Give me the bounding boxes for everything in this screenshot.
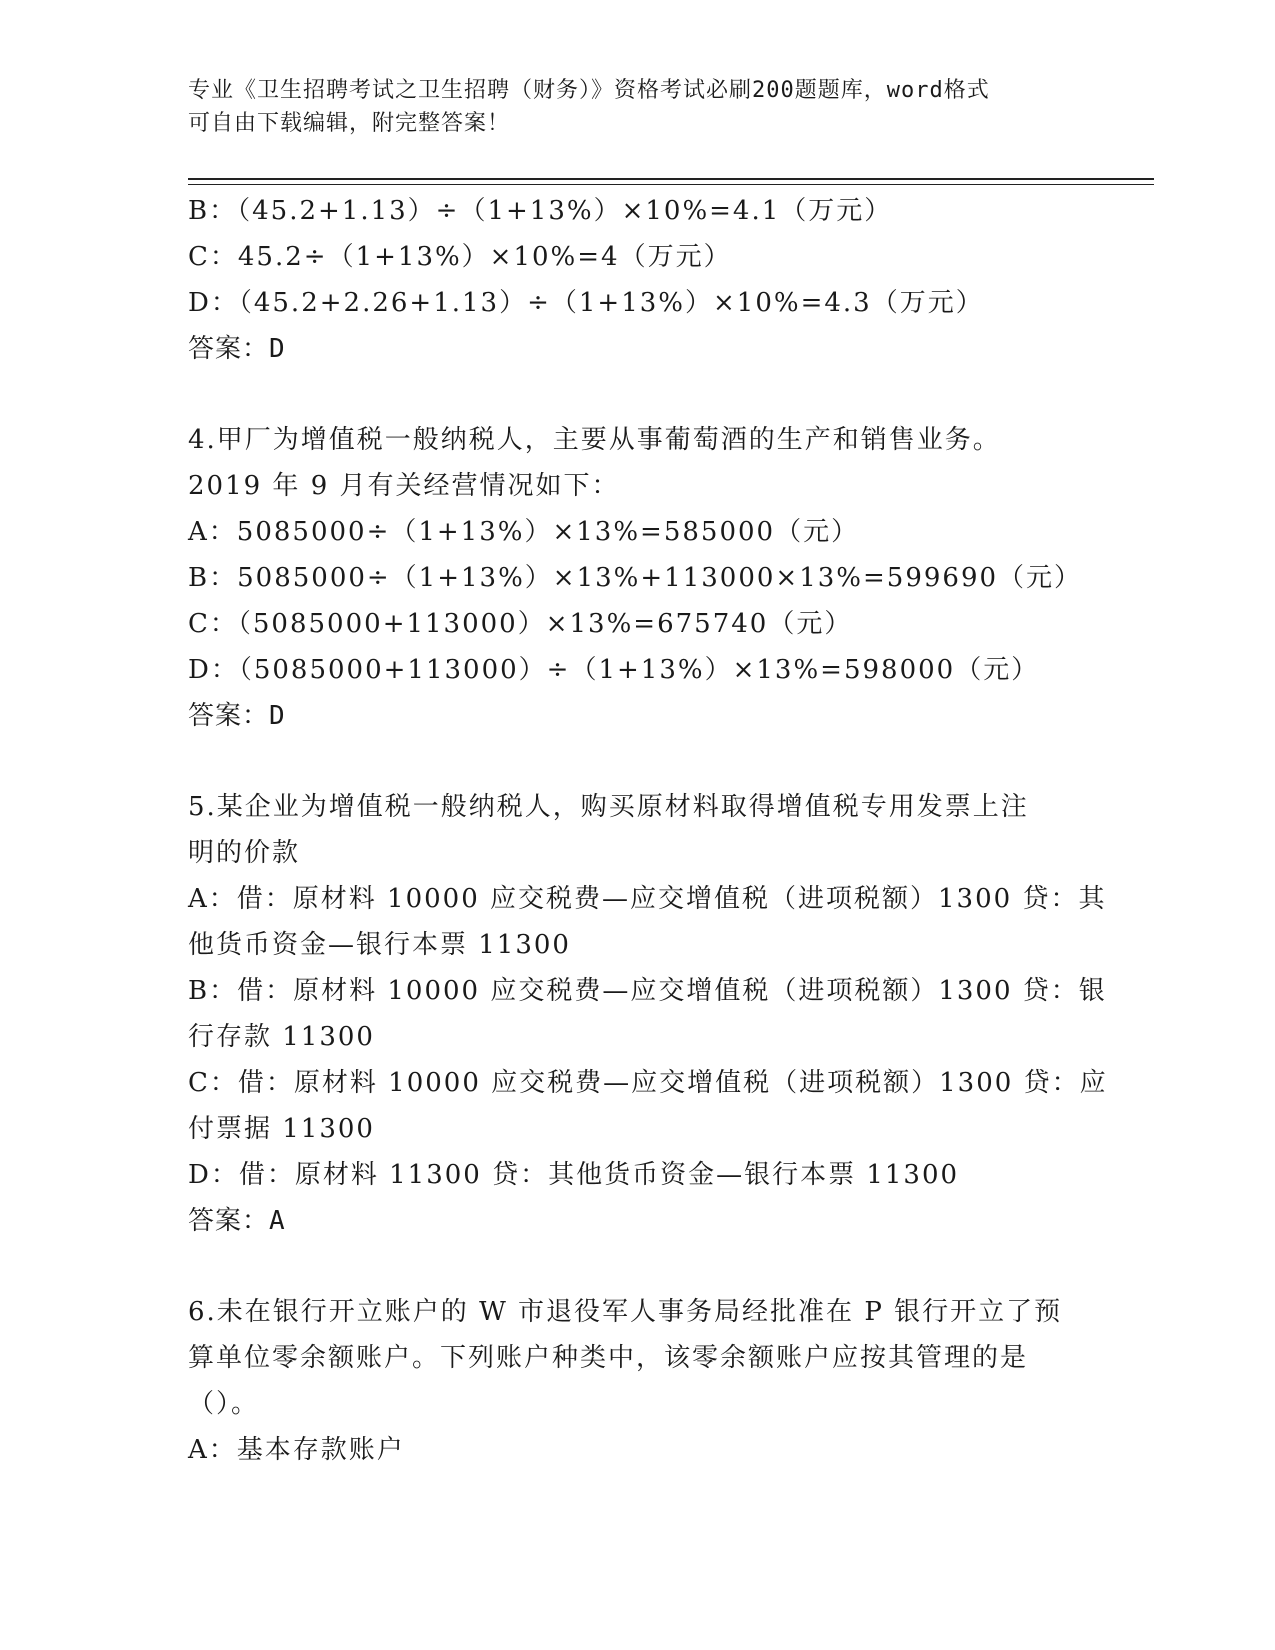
question-text: 6.未在银行开立账户的 W 市退役军人事务局经批准在 P 银行开立了预 — [188, 1297, 1063, 1327]
answer-line: 答案：D — [188, 334, 286, 364]
header-divider-thick — [188, 178, 1154, 180]
question-block — [188, 417, 1088, 739]
option-line: B：（45.2+1.13）÷（1+13%）×10%=4.1（万元） — [188, 196, 893, 226]
question-text: 明的价款 — [188, 838, 301, 868]
option-line: D：借：原材料 11300 贷：其他货币资金—银行本票 11300 — [188, 1160, 960, 1190]
question-text: （）。 — [188, 1389, 260, 1419]
question-block — [188, 188, 1088, 372]
option-line: A：借：原材料 10000 应交税费—应交增值税（进项税额）1300 贷：其 — [188, 884, 1107, 914]
option-line: A：5085000÷（1+13%）×13%=585000（元） — [188, 517, 860, 547]
option-line: 付票据 11300 — [188, 1114, 375, 1144]
option-line: D：（45.2+2.26+1.13）÷（1+13%）×10%=4.3（万元） — [188, 288, 984, 318]
header-line-2: 可自由下载编辑，附完整答案！ — [188, 111, 511, 136]
option-line: C：借：原材料 10000 应交税费—应交增值税（进项税额）1300 贷：应 — [188, 1068, 1108, 1098]
question-text: 2019 年 9 月有关经营情况如下： — [188, 471, 620, 501]
option-line: 行存款 11300 — [188, 1022, 375, 1052]
question-text: 4.甲厂为增值税一般纳税人，主要从事葡萄酒的生产和销售业务。 — [188, 425, 1001, 455]
option-line: B：借：原材料 10000 应交税费—应交增值税（进项税额）1300 贷：银 — [188, 976, 1107, 1006]
header-line-1: 专业《卫生招聘考试之卫生招聘（财务）》资格考试必刷200题题库，word格式 — [188, 78, 990, 103]
option-line: C：45.2÷（1+13%）×10%=4（万元） — [188, 242, 732, 272]
option-line: D：（5085000+113000）÷（1+13%）×13%=598000（元） — [188, 655, 1040, 685]
document-body — [188, 188, 1108, 1473]
option-line: A：基本存款账户 — [188, 1435, 405, 1465]
option-line: B：5085000÷（1+13%）×13%+113000×13%=599690（元） — [188, 563, 1083, 593]
question-block — [188, 1289, 1088, 1473]
question-block — [188, 784, 1108, 1244]
option-line: C：（5085000+113000）×13%=675740（元） — [188, 609, 853, 639]
answer-line: 答案：D — [188, 701, 286, 731]
question-text: 5.某企业为增值税一般纳税人，购买原材料取得增值税专用发票上注 — [188, 792, 1029, 822]
document-header — [188, 74, 1088, 140]
answer-line: 答案：A — [188, 1206, 286, 1236]
option-line: 他货币资金—银行本票 11300 — [188, 930, 571, 960]
header-divider-thin — [188, 184, 1154, 185]
question-text: 算单位零余额账户。下列账户种类中，该零余额账户应按其管理的是 — [188, 1343, 1029, 1373]
